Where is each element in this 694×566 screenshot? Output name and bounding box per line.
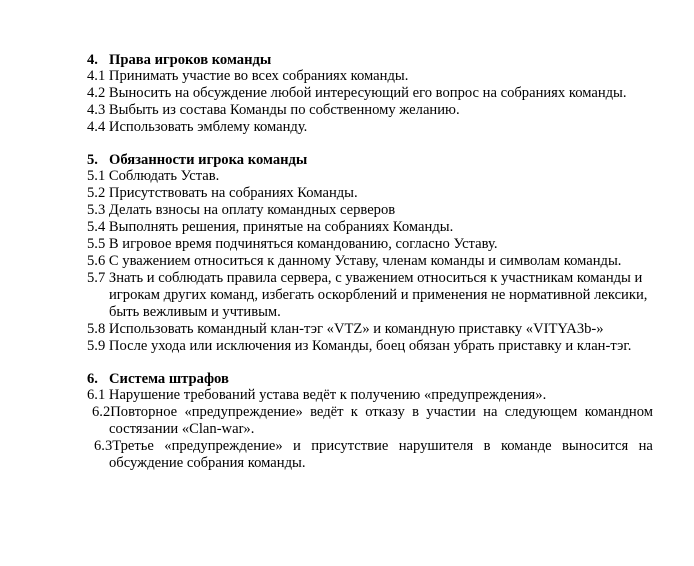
item-text: Нарушение требований устава ведёт к получению «предупреждения». (108, 387, 547, 403)
item-text: Использовать эмблему команду. (108, 119, 308, 135)
item-number: 5.3 (87, 202, 106, 218)
item-text: Делать взносы на оплату командных серверов (108, 202, 396, 218)
item-word: Третье (112, 438, 154, 454)
item-word: на (638, 438, 653, 454)
item-word: выносится (562, 438, 629, 454)
section-title: Система штрафов (109, 371, 229, 387)
item-number: 5.4 (87, 219, 106, 235)
list-item-5-6 (87, 253, 621, 270)
item-text: Знать и соблюдать правила сервера, с уважением относиться к участникам команды и (108, 270, 643, 286)
list-item-5-4 (87, 219, 453, 236)
list-item-6-1 (87, 387, 546, 404)
list-item-4-4 (87, 119, 307, 136)
item-word: нарушителя (398, 438, 474, 454)
item-word: следующем (504, 404, 578, 420)
list-item-5-2 (87, 185, 358, 202)
item-line-2: состязании «Clan-war». (109, 421, 255, 437)
item-word: «предупреждение» (164, 438, 283, 454)
item-number: 5.5 (87, 236, 106, 252)
item-word: присутствие (311, 438, 389, 454)
item-text: Использовать командный клан-тэг «VTZ» и командную приставку «VITYA3b-» (108, 321, 604, 337)
item-word: в (483, 438, 491, 454)
list-item-6-2 (92, 404, 653, 438)
item-text: С уважением относиться к данному Уставу, членам команды и символам команды. (108, 253, 622, 269)
item-number: 5.2 (87, 185, 106, 201)
item-text: После ухода или исключения из Команды, боец обязан убрать приставку и клан-тэг. (108, 338, 632, 354)
item-text: Выносить на обсуждение любой интересующий его вопрос на собраниях команды. (108, 85, 627, 101)
item-line-2: обсуждение собрания команды. (109, 455, 306, 471)
item-text: Выбыть из состава Команды по собственному желанию. (108, 102, 460, 118)
item-word: «предупреждение» (184, 404, 303, 420)
item-text: Выполнять решения, принятые на собраниях Команды. (108, 219, 454, 235)
list-item-4-3 (87, 102, 460, 119)
item-line-1 (94, 438, 653, 455)
item-number: 6.3 (94, 438, 113, 454)
item-text: Соблюдать Устав. (108, 168, 220, 184)
item-word: Повторное (110, 404, 178, 420)
item-number: 5.6 (87, 253, 106, 269)
list-item-5-5 (87, 236, 497, 253)
item-number: 4.4 (87, 119, 106, 135)
section-title: Обязанности игрока команды (109, 152, 308, 168)
item-word: в (412, 404, 419, 420)
list-item-5-1 (87, 168, 219, 185)
section-number: 5. (87, 152, 98, 168)
item-number: 5.9 (87, 338, 106, 354)
item-word: командном (584, 404, 653, 420)
list-item-5-9 (87, 338, 631, 355)
item-number: 6.1 (87, 387, 106, 403)
item-word: отказу (365, 404, 405, 420)
section-heading-5 (87, 152, 307, 169)
item-word: на (483, 404, 498, 420)
section-heading-6 (87, 371, 229, 388)
item-line-1 (87, 270, 653, 287)
item-number: 5.1 (87, 168, 106, 184)
item-number: 4.2 (87, 85, 106, 101)
item-word: участии (426, 404, 476, 420)
section-number: 4. (87, 52, 98, 68)
item-line-2: игрокам других команд, избегать оскорблений и применения не нормативной лексики, (109, 287, 648, 303)
item-word: к (350, 404, 358, 420)
item-text: Присутствовать на собраниях Команды. (108, 185, 358, 201)
item-line-1 (92, 404, 653, 421)
list-item-6-3 (94, 438, 653, 472)
section-number: 6. (87, 371, 98, 387)
item-number: 4.3 (87, 102, 106, 118)
item-number: 4.1 (87, 68, 106, 84)
item-number: 5.8 (87, 321, 106, 337)
list-item-5-7 (87, 270, 653, 321)
item-text: Принимать участие во всех собраниях команды. (108, 68, 409, 84)
item-line-3: быть вежливым и учтивым. (109, 304, 281, 320)
item-word: и (293, 438, 301, 454)
section-heading-4 (87, 52, 271, 69)
item-number: 5.7 (87, 270, 106, 286)
item-word: ведёт (310, 404, 344, 420)
list-item-5-3 (87, 202, 395, 219)
item-word: команде (500, 438, 552, 454)
section-title: Права игроков команды (109, 52, 272, 68)
item-text: В игровое время подчиняться командованию, согласно Уставу. (108, 236, 498, 252)
list-item-5-8 (87, 321, 604, 338)
item-number: 6.2 (92, 404, 111, 420)
list-item-4-1 (87, 68, 408, 85)
list-item-4-2 (87, 85, 627, 102)
